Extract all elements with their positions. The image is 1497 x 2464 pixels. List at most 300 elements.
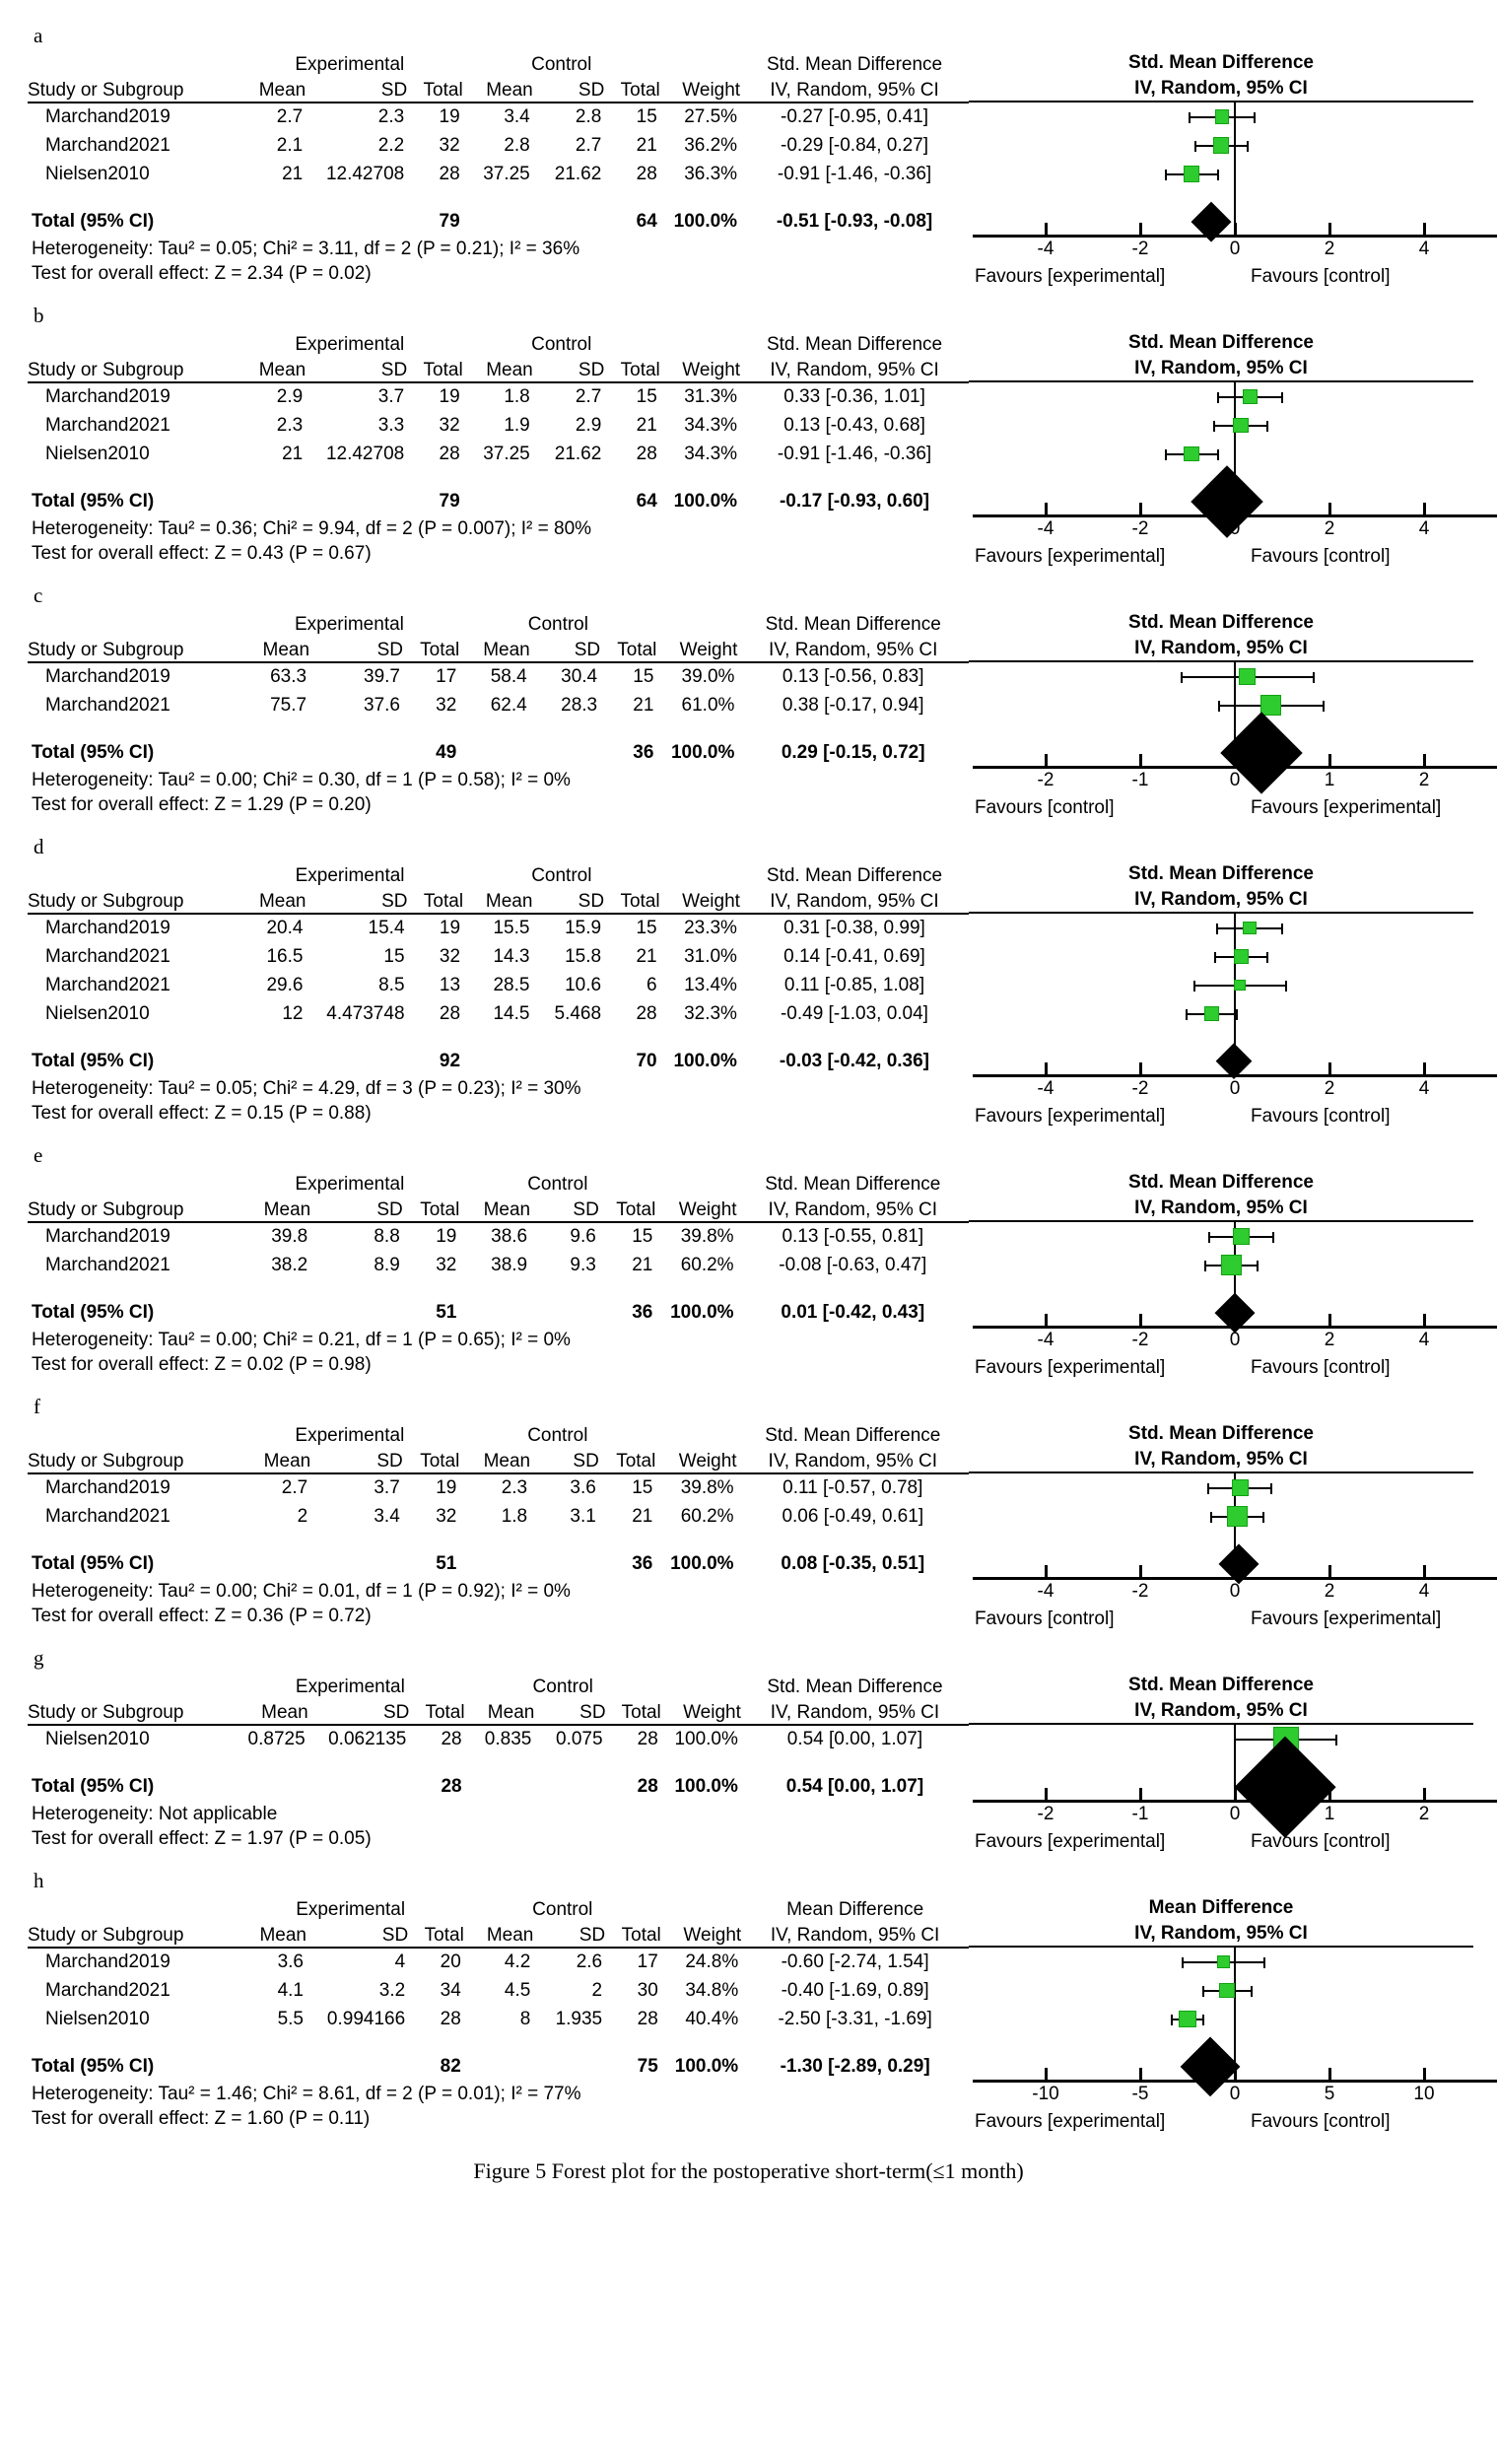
study-marker-row — [969, 440, 1473, 468]
summary-notes — [28, 1579, 969, 1628]
axis-tick — [1045, 1788, 1048, 1800]
axis-line — [973, 1326, 1497, 1329]
exp-total: 34 — [440, 1979, 461, 2001]
study-name: Marchand2019 — [45, 666, 170, 687]
ctl-mean: 1.8 — [501, 1505, 528, 1527]
exp-sd: 15 — [383, 945, 405, 967]
group-header-experimental: Experimental — [295, 1677, 405, 1697]
study-name: Marchand2021 — [45, 694, 170, 716]
spacer-cell — [237, 2051, 306, 2082]
total-weight: 100.0% — [670, 1552, 734, 1574]
total-effect-ci: 0.29 [-0.15, 0.72] — [781, 741, 925, 763]
spacer-cell — [532, 1046, 604, 1076]
panel-body — [28, 1673, 1473, 1863]
axis-tick — [1328, 223, 1331, 235]
axis-tick-label: 0 — [1229, 1804, 1241, 1824]
ctl-mean: 2.8 — [504, 134, 530, 156]
axis-tick-label: -2 — [1037, 1804, 1055, 1824]
total-row — [28, 1046, 969, 1076]
axis-tick — [1234, 1565, 1237, 1577]
exp-total: 32 — [436, 694, 457, 716]
study-marker-row — [969, 1251, 1473, 1279]
study-marker-row — [969, 999, 1473, 1028]
ctl-total: 15 — [632, 1477, 653, 1498]
ci-lower-cap — [1207, 1483, 1209, 1494]
exp-total: 32 — [439, 945, 461, 967]
panel-body — [28, 610, 1473, 829]
ctl-sd: 15.9 — [565, 918, 602, 938]
effect-ci: -0.08 [-0.63, 0.47] — [779, 1254, 927, 1275]
study-name: Marchand2019 — [45, 1951, 170, 1972]
column-header-row — [28, 1698, 969, 1725]
study-marker-row — [969, 103, 1473, 131]
forest-panel-e — [0, 1145, 1497, 1389]
exp-total: 32 — [436, 1254, 457, 1275]
group-header-effect: Std. Mean Difference — [767, 1677, 943, 1697]
panel-body — [28, 1421, 1473, 1640]
study-marker-row — [969, 942, 1473, 971]
spacer-cell — [28, 1028, 969, 1046]
group-header-control: Control — [531, 54, 592, 75]
row-spacer — [28, 1753, 969, 1771]
exp-sd: 12.42708 — [325, 443, 405, 464]
summary-notes — [28, 1802, 969, 1851]
column-header-ctl-sd: SD — [533, 1921, 605, 1948]
total-ctl-total: 64 — [636, 490, 657, 512]
forest-graph — [969, 50, 1473, 298]
spacer-cell — [661, 1673, 741, 1698]
axis-tick-label: -4 — [1037, 1330, 1055, 1350]
ctl-total: 21 — [636, 134, 657, 156]
group-header-experimental: Experimental — [295, 334, 405, 355]
effect-ci: -2.50 [-3.31, -1.69] — [778, 2008, 932, 2029]
statistics-table — [28, 1895, 969, 2131]
weight: 23.3% — [684, 918, 737, 938]
spacer-cell — [28, 468, 969, 486]
column-header-ctl-total: Total — [600, 636, 656, 662]
ci-upper-cap — [1266, 421, 1268, 432]
column-header-exp-sd: SD — [306, 887, 407, 914]
total-weight: 100.0% — [673, 1050, 737, 1071]
axis-tick-label: 2 — [1418, 770, 1430, 790]
column-header-exp-mean: Mean — [239, 1196, 310, 1222]
ci-lower-cap — [1171, 2015, 1173, 2025]
exp-sd: 39.7 — [364, 666, 400, 687]
column-header-exp-mean: Mean — [237, 887, 306, 914]
graph-title: Std. Mean Difference — [1128, 1172, 1314, 1193]
spacer-cell — [660, 861, 740, 887]
axis-tick — [1234, 223, 1237, 235]
graph-header — [969, 610, 1473, 662]
effect-size-marker — [1233, 418, 1249, 434]
table-row — [28, 382, 969, 411]
column-header-row — [28, 887, 969, 914]
exp-total: 28 — [439, 443, 460, 464]
exp-mean: 0.8725 — [247, 1729, 306, 1749]
axis-tick-label: 0 — [1229, 1078, 1241, 1099]
exp-total: 28 — [440, 2008, 461, 2029]
ci-lower-cap — [1234, 1735, 1236, 1745]
axis-tick-label: 2 — [1324, 239, 1335, 259]
column-header-exp-total: Total — [409, 1698, 464, 1725]
spacer-cell — [239, 1297, 310, 1328]
axis-tick-label: 4 — [1418, 1330, 1430, 1350]
column-header-exp-sd: SD — [306, 1921, 408, 1948]
group-header-experimental: Experimental — [295, 1425, 405, 1446]
summary-notes — [28, 768, 969, 817]
overall-effect-text: Test for overall effect: Z = 0.15 (P = 0.88) — [32, 1103, 372, 1124]
group-header-control: Control — [527, 1174, 588, 1195]
ctl-total: 30 — [637, 1979, 658, 2001]
weight: 36.3% — [684, 163, 738, 184]
graph-subtitle: IV, Random, 95% CI — [969, 1196, 1473, 1222]
ctl-total: 6 — [646, 974, 657, 995]
exp-sd: 12.42708 — [325, 163, 405, 184]
axis-tick — [1139, 1062, 1142, 1074]
spacer-cell — [533, 2051, 605, 2082]
exp-mean: 2.7 — [276, 106, 304, 127]
ctl-sd: 2.7 — [575, 386, 602, 407]
spacer-cell — [464, 2051, 534, 2082]
forest-panel-f — [0, 1397, 1497, 1640]
group-header-control: Control — [527, 614, 588, 635]
forest-panel-c — [0, 585, 1497, 829]
column-header-ctl-mean: Mean — [464, 1921, 534, 1948]
study-marker-row — [969, 160, 1473, 188]
total-effect-ci: -0.03 [-0.42, 0.36] — [779, 1050, 930, 1071]
axis-tick — [1045, 754, 1048, 766]
exp-total: 28 — [441, 1729, 462, 1749]
weight: 60.2% — [680, 1505, 734, 1527]
axis-tick-label: 4 — [1418, 1078, 1430, 1099]
spacer-cell — [459, 1297, 530, 1328]
axis-tick-label: -2 — [1131, 518, 1149, 539]
axis-tick — [1234, 2068, 1237, 2080]
figure-caption: Figure 5 Forest plot for the postoperative short-term(≤1 month) — [473, 2158, 1024, 2183]
exp-mean: 21 — [282, 163, 304, 184]
study-marker-row — [969, 1948, 1473, 1976]
spacer-cell — [28, 330, 237, 356]
total-row — [28, 2051, 969, 2082]
ci-upper-cap — [1313, 672, 1315, 683]
ci-lower-cap — [1217, 392, 1219, 403]
exp-mean: 75.7 — [270, 694, 307, 716]
ctl-sd: 2.8 — [575, 106, 602, 127]
total-label: Total (95% CI) — [32, 1775, 155, 1797]
column-header-study: Study or Subgroup — [28, 76, 237, 103]
ctl-mean: 8 — [519, 2008, 531, 2029]
axis-tick-label: 2 — [1324, 518, 1335, 539]
effect-ci: 0.38 [-0.17, 0.94] — [782, 694, 924, 716]
spacer-cell — [306, 2051, 408, 2082]
ctl-total: 15 — [636, 386, 657, 407]
total-weight: 100.0% — [673, 490, 738, 512]
ctl-total: 17 — [637, 1951, 658, 1972]
total-effect-ci: -0.17 [-0.93, 0.60] — [779, 490, 930, 512]
ctl-mean: 4.5 — [504, 1979, 531, 2001]
table-row — [28, 131, 969, 160]
ctl-sd: 5.468 — [554, 1002, 602, 1024]
study-name: Nielsen2010 — [45, 1729, 150, 1749]
heterogeneity-text: Heterogeneity: Tau² = 0.00; Chi² = 0.01, df = 1 (P = 0.92); I² = 0% — [32, 1581, 571, 1602]
axis-tick-label: 0 — [1229, 518, 1241, 539]
exp-mean: 5.5 — [277, 2008, 304, 2029]
statistics-table — [28, 330, 969, 566]
effect-size-marker — [1260, 695, 1281, 716]
spacer-cell — [239, 1548, 310, 1579]
ci-upper-cap — [1335, 1735, 1337, 1745]
panel-body — [28, 50, 1473, 298]
ctl-mean: 14.5 — [493, 1002, 530, 1024]
ci-lower-cap — [1189, 112, 1191, 123]
group-header-row — [28, 1895, 969, 1921]
group-header-effect: Std. Mean Difference — [766, 334, 943, 355]
ci-lower-cap — [1216, 924, 1218, 934]
table-row — [28, 1948, 969, 1976]
study-name: Marchand2021 — [45, 134, 170, 156]
axis-tick — [1234, 503, 1237, 514]
spacer-cell — [306, 1046, 407, 1076]
ci-upper-cap — [1281, 392, 1283, 403]
exp-sd: 3.7 — [374, 1477, 400, 1498]
study-marker-row — [969, 1502, 1473, 1531]
ci-lower-cap — [1186, 1009, 1188, 1020]
ctl-sd: 9.6 — [570, 1226, 596, 1247]
exp-sd: 4 — [394, 1951, 406, 1972]
column-header-study: Study or Subgroup — [28, 887, 237, 914]
weight: 60.2% — [680, 1254, 734, 1275]
ctl-total: 21 — [633, 694, 654, 716]
spacer-cell — [310, 1297, 403, 1328]
group-header-row — [28, 1170, 969, 1196]
effect-size-marker — [1234, 980, 1246, 992]
total-weight: 100.0% — [674, 1775, 738, 1797]
axis-tick — [1328, 1062, 1331, 1074]
exp-mean: 2 — [297, 1505, 308, 1527]
weight: 36.2% — [684, 134, 738, 156]
exp-mean: 21 — [282, 443, 304, 464]
ci-upper-cap — [1217, 170, 1219, 180]
spacer-cell — [239, 737, 309, 768]
panel-letter: a — [34, 24, 43, 47]
axis-tick-label: 4 — [1418, 518, 1430, 539]
study-marker-row — [969, 1976, 1473, 2005]
exp-sd: 3.7 — [377, 386, 405, 407]
axis-tick-label: 2 — [1324, 1330, 1335, 1350]
forest-graph — [969, 330, 1473, 578]
axis-line — [973, 514, 1497, 517]
exp-mean: 2.1 — [276, 134, 304, 156]
column-header-study: Study or Subgroup — [28, 636, 239, 662]
column-header-ctl-sd: SD — [530, 1196, 599, 1222]
panel-letter: h — [34, 1869, 44, 1892]
spacer-cell — [28, 1895, 237, 1921]
column-header-exp-total: Total — [403, 1196, 460, 1222]
column-header-exp-sd: SD — [310, 1196, 403, 1222]
graph-subtitle: IV, Random, 95% CI — [969, 887, 1473, 914]
spacer-cell — [306, 486, 407, 516]
axis-tick — [1234, 1314, 1237, 1326]
effect-ci: 0.54 [0.00, 1.07] — [786, 1729, 923, 1749]
plot-canvas — [969, 1948, 1473, 2132]
study-name: Marchand2019 — [45, 918, 170, 938]
ctl-mean: 15.5 — [493, 918, 530, 938]
axis-tick — [1045, 223, 1048, 235]
group-header-control: Control — [532, 1899, 593, 1920]
table-row — [28, 914, 969, 942]
ci-upper-cap — [1247, 141, 1249, 152]
graph-header — [969, 861, 1473, 914]
weight: 34.3% — [684, 443, 738, 464]
total-label: Total (95% CI) — [32, 1301, 155, 1323]
column-header-exp-mean: Mean — [237, 76, 306, 103]
plot-canvas — [969, 103, 1473, 287]
column-header-exp-total: Total — [403, 636, 459, 662]
spacer-cell — [28, 2033, 969, 2051]
total-effect-ci: 0.54 [0.00, 1.07] — [785, 1775, 924, 1797]
column-header-ctl-mean: Mean — [459, 1447, 530, 1473]
exp-mean: 3.6 — [277, 1951, 304, 1972]
effect-size-marker — [1213, 137, 1229, 153]
ctl-sd: 2.6 — [576, 1951, 603, 1972]
axis-line — [973, 766, 1497, 769]
total-ctl-total: 36 — [633, 741, 654, 763]
ci-lower-cap — [1210, 1512, 1212, 1523]
axis-line — [973, 2080, 1497, 2083]
table-row — [28, 1976, 969, 2005]
ctl-total: 15 — [636, 918, 657, 938]
spacer-cell — [28, 719, 969, 737]
overall-effect-text: Test for overall effect: Z = 0.02 (P = 0.98) — [32, 1354, 372, 1375]
total-ctl-total: 36 — [632, 1552, 653, 1574]
table-row — [28, 1473, 969, 1502]
ctl-mean: 38.6 — [491, 1226, 528, 1247]
heterogeneity-text: Heterogeneity: Not applicable — [32, 1804, 278, 1824]
exp-total: 20 — [440, 1951, 461, 1972]
column-header-ctl-total: Total — [604, 887, 660, 914]
effect-size-marker — [1234, 949, 1249, 964]
table-row — [28, 2005, 969, 2033]
study-marker-row — [969, 662, 1473, 691]
axis-tick-label: -1 — [1131, 1804, 1149, 1824]
table-row — [28, 160, 969, 188]
favours-left-label: Favours [control] — [975, 797, 1115, 818]
spacer-cell — [28, 1673, 236, 1698]
axis-tick — [1139, 503, 1142, 514]
forest-graph — [969, 1170, 1473, 1389]
column-header-weight: Weight — [660, 887, 740, 914]
axis-tick-label: -2 — [1131, 1330, 1149, 1350]
row-spacer — [28, 1028, 969, 1046]
column-header-exp-sd: SD — [309, 636, 403, 662]
weight: 100.0% — [674, 1729, 738, 1749]
column-header-exp-sd: SD — [306, 76, 407, 103]
effect-size-marker — [1227, 1506, 1248, 1527]
exp-sd: 4.473748 — [326, 1002, 405, 1024]
study-name: Nielsen2010 — [45, 163, 150, 184]
column-header-exp-total: Total — [407, 356, 462, 382]
summary-notes — [28, 237, 969, 286]
study-marker-row — [969, 382, 1473, 411]
axis-tick — [1328, 1788, 1331, 1800]
statistics-table — [28, 1421, 969, 1628]
study-name: Marchand2021 — [45, 414, 170, 436]
column-header-effect-sub: IV, Random, 95% CI — [737, 1447, 969, 1473]
spacer-cell — [28, 1531, 969, 1548]
total-ctl-total: 75 — [637, 2055, 658, 2077]
favours-right-label: Favours [control] — [1251, 2111, 1391, 2132]
graph-header — [969, 1421, 1473, 1473]
spacer-cell — [28, 1170, 239, 1196]
ci-upper-cap — [1236, 1009, 1238, 1020]
column-header-exp-mean: Mean — [237, 1921, 306, 1948]
axis-line — [973, 1074, 1497, 1077]
exp-total: 19 — [439, 386, 460, 407]
exp-total: 19 — [439, 918, 461, 938]
exp-total: 19 — [436, 1477, 457, 1498]
ci-lower-cap — [1165, 449, 1167, 460]
overall-effect-text: Test for overall effect: Z = 1.29 (P = 0.20) — [32, 794, 372, 815]
total-row — [28, 206, 969, 237]
exp-sd: 3.3 — [377, 414, 405, 436]
favours-left-label: Favours [experimental] — [975, 1106, 1166, 1127]
axis-tick-label: 0 — [1229, 2084, 1241, 2104]
row-spacer — [28, 468, 969, 486]
exp-mean: 4.1 — [277, 1979, 304, 2001]
ctl-sd: 28.3 — [561, 694, 598, 716]
column-header-exp-mean: Mean — [237, 356, 306, 382]
ctl-total: 28 — [636, 1002, 657, 1024]
graph-subtitle: IV, Random, 95% CI — [969, 356, 1473, 382]
ci-upper-cap — [1285, 981, 1287, 992]
column-header-effect-sub: IV, Random, 95% CI — [737, 1196, 969, 1222]
ci-lower-cap — [1218, 701, 1220, 712]
spacer-cell — [459, 737, 529, 768]
total-exp-total: 79 — [439, 490, 460, 512]
exp-mean: 2.3 — [276, 414, 304, 436]
row-spacer — [28, 719, 969, 737]
graph-title: Std. Mean Difference — [1128, 52, 1314, 73]
exp-sd: 0.062135 — [328, 1729, 407, 1749]
axis-tick — [1139, 1788, 1142, 1800]
ctl-mean: 38.9 — [491, 1254, 528, 1275]
effect-size-marker — [1204, 1006, 1219, 1021]
forest-plot-panels — [0, 26, 1497, 2143]
ctl-sd: 3.6 — [570, 1477, 596, 1498]
favours-left-label: Favours [experimental] — [975, 1831, 1166, 1852]
overall-effect-text: Test for overall effect: Z = 1.60 (P = 0.11) — [32, 2108, 371, 2129]
axis-tick-label: 0 — [1229, 1330, 1241, 1350]
exp-sd: 37.6 — [364, 694, 400, 716]
weight: 61.0% — [681, 694, 735, 716]
spacer-cell — [463, 1046, 532, 1076]
ci-lower-cap — [1208, 1232, 1210, 1243]
column-header-ctl-sd: SD — [530, 636, 600, 662]
total-effect-ci: -1.30 [-2.89, 0.29] — [780, 2055, 930, 2077]
column-header-weight: Weight — [656, 636, 737, 662]
column-header-ctl-sd: SD — [534, 1698, 605, 1725]
total-weight: 100.0% — [670, 1301, 734, 1323]
exp-sd: 8.8 — [374, 1226, 400, 1247]
spacer-cell — [309, 737, 403, 768]
total-label: Total (95% CI) — [32, 1552, 155, 1574]
column-header-ctl-mean: Mean — [459, 636, 529, 662]
axis-tick-label: -2 — [1037, 770, 1055, 790]
axis-tick — [1045, 2068, 1048, 2080]
column-header-row — [28, 1196, 969, 1222]
column-header-row — [28, 636, 969, 662]
column-header-weight: Weight — [660, 356, 740, 382]
